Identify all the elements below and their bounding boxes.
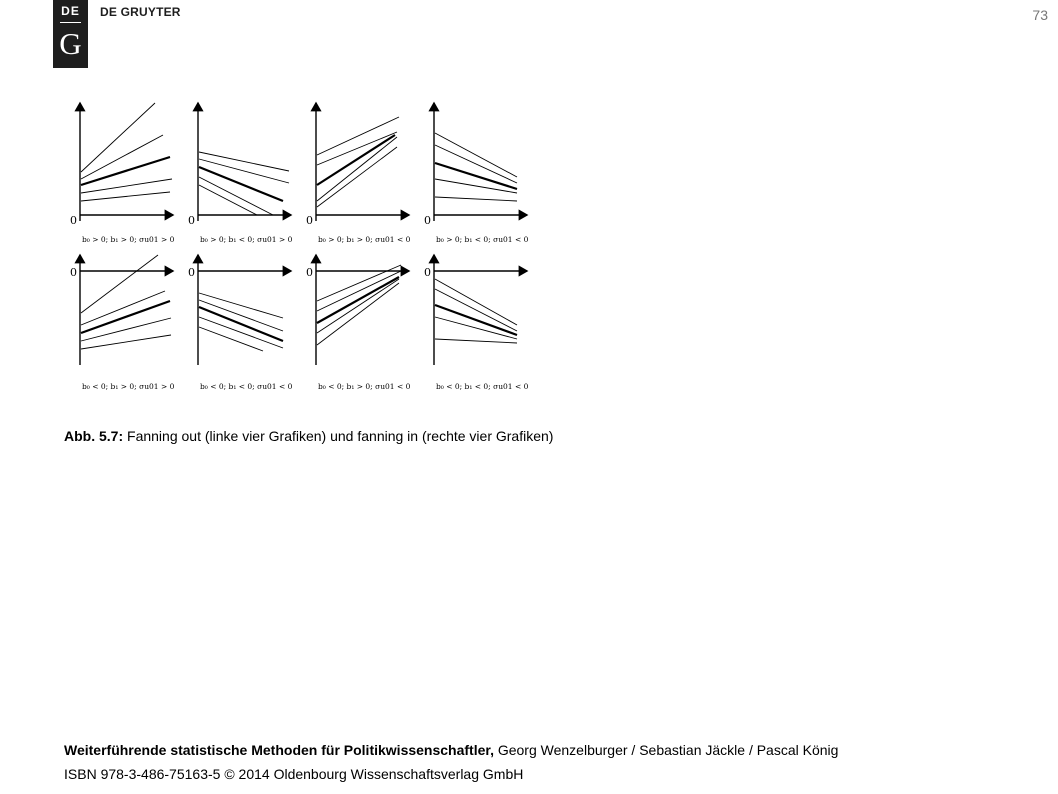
zero-label: 0 bbox=[306, 266, 313, 279]
zero-label: 0 bbox=[424, 266, 431, 279]
logo-bottom-text: G bbox=[59, 26, 82, 61]
logo-divider bbox=[60, 22, 81, 23]
chart-panel-6 bbox=[188, 255, 293, 391]
chart-panel-4 bbox=[424, 103, 529, 244]
chart-panel-8 bbox=[424, 255, 529, 391]
fan-line bbox=[317, 283, 399, 345]
fan-line bbox=[81, 192, 170, 201]
fan-line bbox=[81, 157, 170, 185]
page-number: 73 bbox=[1032, 7, 1048, 23]
fan-line bbox=[435, 133, 517, 177]
fan-line bbox=[435, 145, 517, 183]
fan-line bbox=[435, 197, 517, 201]
fan-line bbox=[81, 103, 155, 172]
fan-line bbox=[199, 167, 283, 201]
chart-panel-7 bbox=[306, 255, 411, 391]
fan-line bbox=[81, 301, 170, 333]
fan-line bbox=[199, 185, 257, 215]
fan-line bbox=[435, 163, 517, 189]
fan-line bbox=[199, 327, 263, 351]
zero-label: 0 bbox=[70, 266, 77, 279]
publisher-logo bbox=[53, 0, 88, 68]
condition-label: b₀ > 0; b₁ > 0; σu01 > 0 bbox=[82, 235, 175, 244]
logo-top-text: DE bbox=[61, 4, 80, 18]
footer-book-title: Weiterführende statistische Methoden für Politikwissenschaftler, bbox=[64, 742, 494, 758]
zero-label: 0 bbox=[306, 214, 313, 227]
fan-line bbox=[199, 293, 283, 318]
fan-line bbox=[435, 339, 517, 343]
fan-line bbox=[317, 137, 397, 201]
chart-panel-2 bbox=[188, 103, 293, 244]
zero-label: 0 bbox=[424, 214, 431, 227]
chart-panel-3 bbox=[306, 103, 411, 244]
fan-line bbox=[199, 300, 283, 331]
fan-line bbox=[199, 307, 283, 341]
zero-label: 0 bbox=[188, 266, 195, 279]
caption-label: Abb. 5.7: bbox=[64, 428, 124, 444]
condition-label: b₀ > 0; b₁ < 0; σu01 < 0 bbox=[436, 235, 529, 244]
footer-isbn: ISBN 978-3-486-75163-5 © 2014 Oldenbourg Wissenschaftsverlag GmbH bbox=[64, 766, 524, 782]
condition-label: b₀ < 0; b₁ > 0; σu01 < 0 bbox=[318, 382, 411, 391]
chart-panel-5 bbox=[70, 255, 175, 391]
fan-line bbox=[81, 255, 158, 313]
zero-label: 0 bbox=[70, 214, 77, 227]
figure-graphic bbox=[65, 97, 545, 397]
fan-line bbox=[317, 279, 399, 333]
figure-caption bbox=[64, 428, 553, 444]
condition-label: b₀ < 0; b₁ > 0; σu01 > 0 bbox=[82, 382, 175, 391]
figure-5-7 bbox=[65, 97, 545, 402]
zero-label: 0 bbox=[188, 214, 195, 227]
condition-label: b₀ < 0; b₁ < 0; σu01 < 0 bbox=[436, 382, 529, 391]
caption-text: Fanning out (linke vier Grafiken) und fanning in (rechte vier Grafiken) bbox=[127, 428, 554, 444]
condition-label: b₀ > 0; b₁ > 0; σu01 < 0 bbox=[318, 235, 411, 244]
footer-citation bbox=[64, 742, 838, 758]
fan-line bbox=[199, 317, 283, 348]
fan-line bbox=[199, 152, 289, 171]
condition-label: b₀ < 0; b₁ < 0; σu01 < 0 bbox=[200, 382, 293, 391]
fan-line bbox=[199, 159, 289, 183]
condition-label: b₀ > 0; b₁ < 0; σu01 > 0 bbox=[200, 235, 293, 244]
chart-panel-1 bbox=[70, 103, 175, 244]
publisher-name: DE GRUYTER bbox=[100, 5, 181, 19]
fan-line bbox=[435, 279, 517, 325]
footer-authors: Georg Wenzelburger / Sebastian Jäckle / Pascal König bbox=[497, 742, 839, 758]
